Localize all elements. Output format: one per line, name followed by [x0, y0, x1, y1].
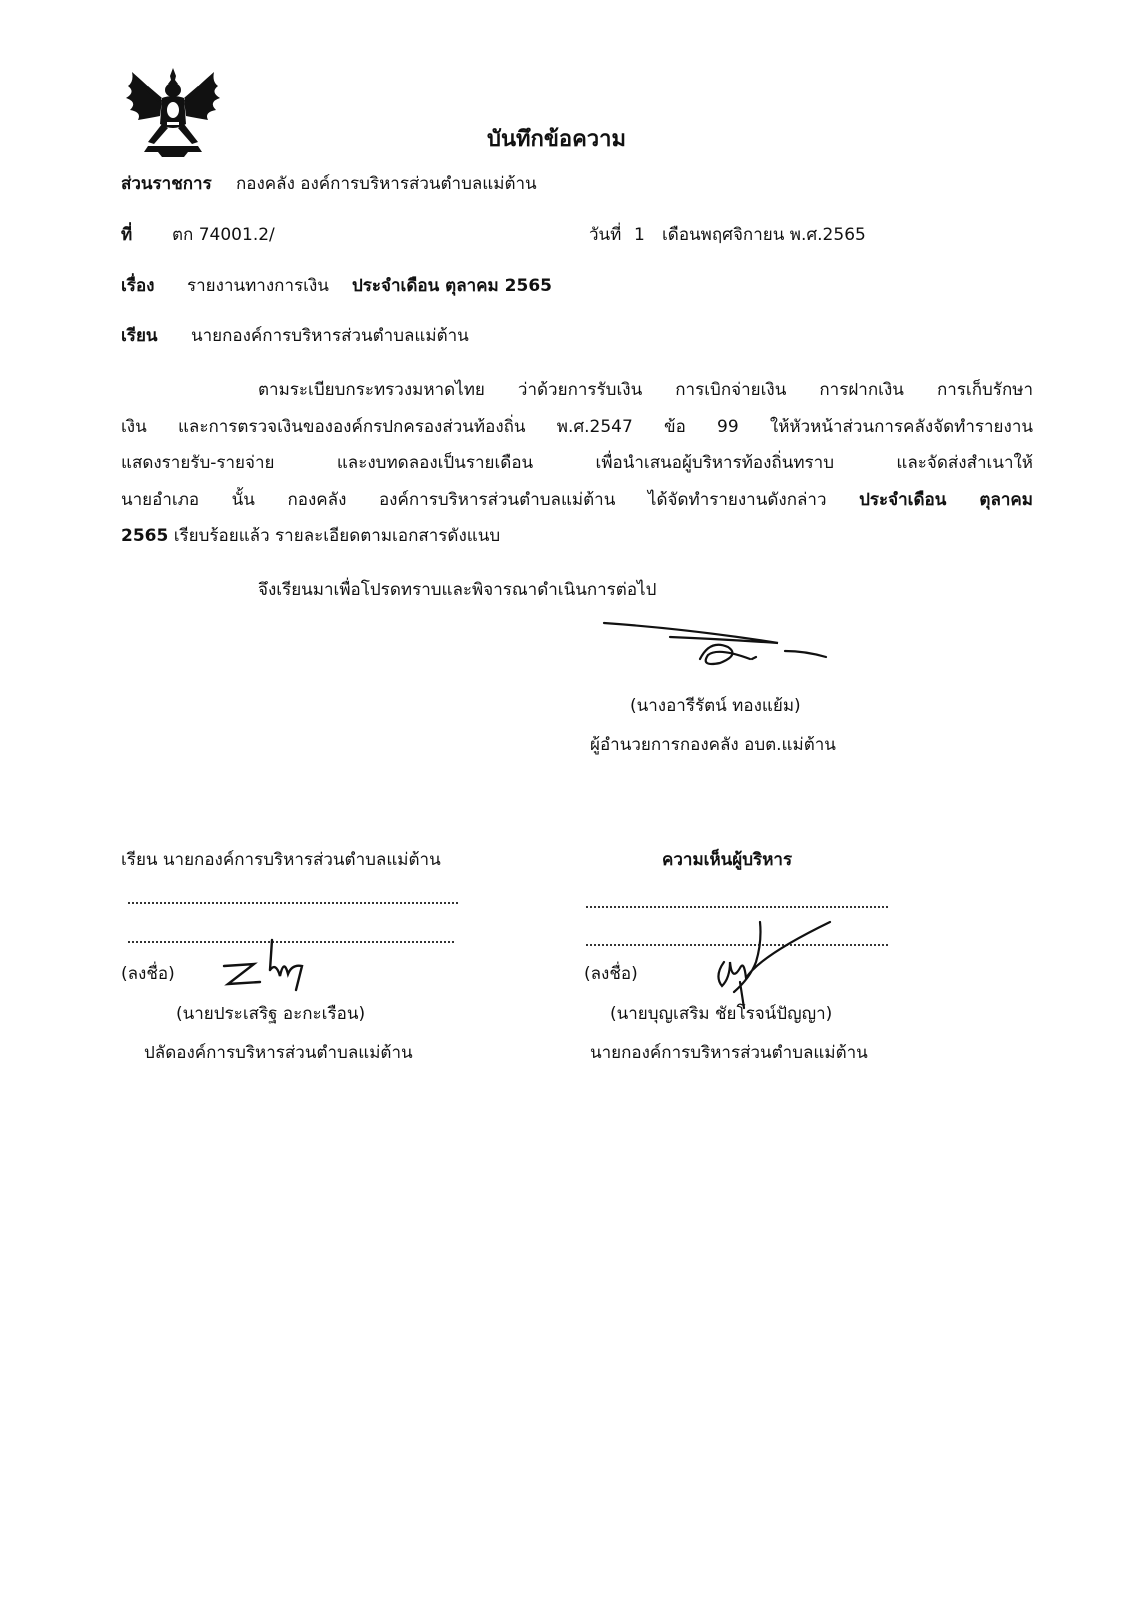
to-label: เรียน [121, 326, 158, 346]
right-position: นายกองค์การบริหารส่วนตำบลแม่ต้าน [590, 1043, 868, 1063]
right-name: (นายบุญเสริม ชัยโรจน์ปัญญา) [610, 1004, 833, 1024]
agency-label: ส่วนราชการ [121, 174, 212, 194]
director-position: ผู้อำนวยการกองคลัง อบต.แม่ต้าน [590, 735, 836, 755]
to-value: นายกองค์การบริหารส่วนตำบลแม่ต้าน [191, 326, 469, 346]
right-heading: ความเห็นผู้บริหาร [662, 850, 793, 870]
date-label: วันที่ [589, 225, 622, 245]
agency-value: กองคลัง องค์การบริหารส่วนตำบลแม่ต้าน [236, 174, 537, 194]
body-line-5-text: เรียบร้อยแล้ว รายละเอียดตามเอกสารดังแนบ [173, 526, 501, 547]
body-line-2: เงิน และการตรวจเงินขององค์กรปกครองส่วนท้องถิ่น พ.ศ.2547 ข้อ 99 ให้หัวหน้าส่วนการคลังจัดทำรายงาน [121, 416, 1033, 437]
left-to-line: เรียน นายกองค์การบริหารส่วนตำบลแม่ต้าน [121, 850, 441, 870]
body-line-4-text: นายอำเภอ นั้น กองคลัง องค์การบริหารส่วนตำบลแม่ต้าน ได้จัดทำรายงานดังกล่าว [121, 489, 827, 510]
subject-value: รายงานทางการเงิน [187, 276, 329, 296]
director-signature [600, 615, 830, 675]
subject-label: เรื่อง [121, 276, 155, 296]
memo-title: บันทึกข้อความ [487, 127, 627, 152]
right-comment-line-1 [586, 906, 888, 908]
date-day: 1 [634, 225, 645, 245]
closing-line: จึงเรียนมาเพื่อโปรดทราบและพิจารณาดำเนินการต่อไป [258, 580, 657, 600]
body-line-5 [121, 518, 1033, 555]
left-sign-label: (ลงชื่อ) [121, 964, 175, 984]
left-comment-line-1 [128, 902, 458, 904]
date-rest: เดือนพฤศจิกายน พ.ศ.2565 [662, 225, 866, 245]
right-sign-label: (ลงชื่อ) [584, 964, 638, 984]
body-line-1: ตามระเบียบกระทรวงมหาดไทย ว่าด้วยการรับเงิน การเบิกจ่ายเงิน การฝากเงิน การเก็บรักษา [258, 380, 1033, 400]
body-paragraph [121, 372, 1033, 555]
ref-value: ตก 74001.2/ [172, 225, 275, 245]
body-line-3: แสดงรายรับ-รายจ่าย และงบทดลองเป็นรายเดือน เพื่อนำเสนอผู้บริหารท้องถิ่นทราบ และจัดส่งสำเนาให้ [121, 453, 1033, 474]
body-line-4 [121, 482, 1033, 519]
left-name: (นายประเสริฐ อะกะเรือน) [176, 1004, 366, 1024]
body-line-4-bold: ประจำเดือน ตุลาคม [859, 489, 1033, 510]
body-line-5-bold: 2565 [121, 526, 169, 547]
ref-label: ที่ [121, 225, 133, 245]
clerk-signature [210, 940, 320, 992]
director-name: (นางอารีรัตน์ ทองแย้ม) [630, 696, 801, 716]
garuda-emblem-icon [118, 66, 228, 158]
left-position: ปลัดองค์การบริหารส่วนตำบลแม่ต้าน [144, 1043, 413, 1063]
subject-value-bold: ประจำเดือน ตุลาคม 2565 [352, 276, 552, 296]
